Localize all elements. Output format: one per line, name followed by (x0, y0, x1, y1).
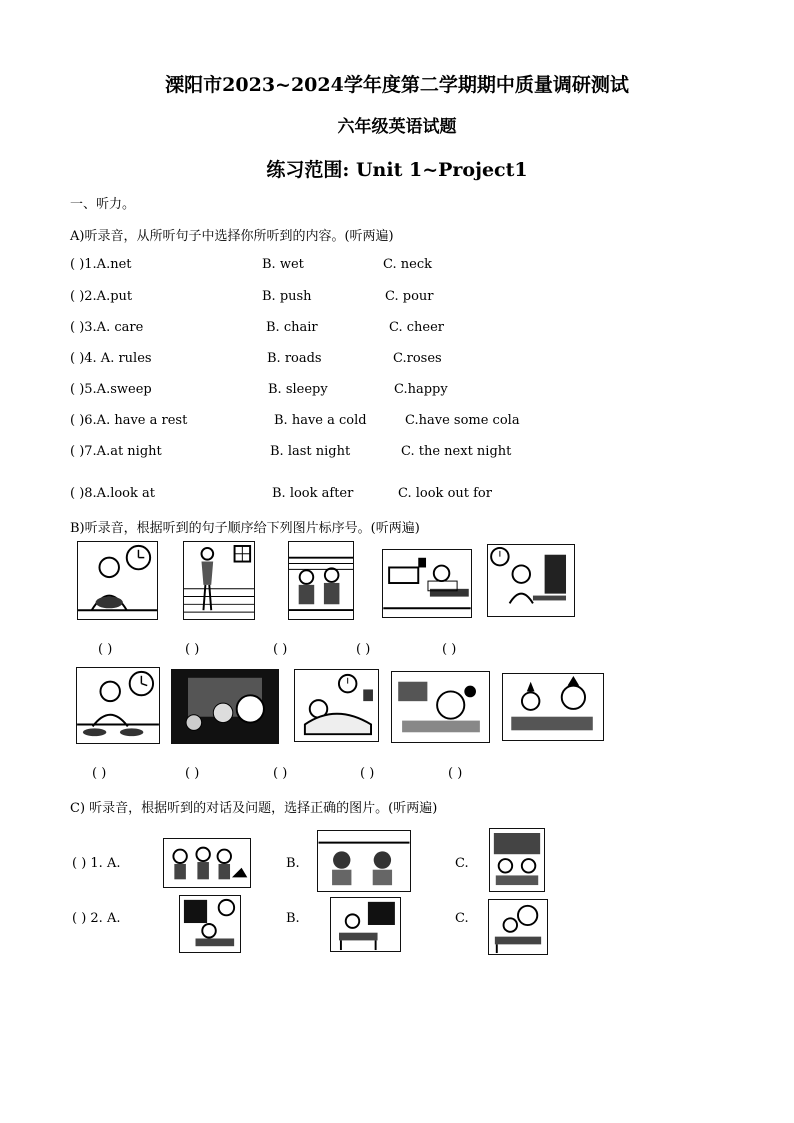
question-7: ( )7.A.at night (70, 444, 162, 459)
picture-c2-b (330, 897, 401, 952)
picture-c1-a (163, 838, 251, 888)
option-c: C.happy (394, 382, 448, 397)
option-b: B. push (262, 289, 312, 304)
picture-girl-stairs (183, 541, 255, 620)
option-b: B. have a cold (274, 413, 367, 428)
answer-blank[interactable]: ( ) (360, 766, 375, 781)
question-8: ( )8.A.look at (70, 486, 155, 501)
picture-c2-a (179, 895, 241, 953)
question-2: ( )2.A.put (70, 289, 133, 304)
picture-c1-c (489, 828, 545, 892)
question-c2: ( ) 2. A. (72, 911, 121, 926)
option-b-label: B. (286, 856, 300, 871)
option-b: B. sleepy (268, 382, 328, 397)
answer-blank[interactable]: ( ) (185, 642, 200, 657)
answer-blank[interactable]: ( ) (448, 766, 463, 781)
option-b: B. wet (262, 257, 304, 272)
section-heading: 一、听力。 (70, 197, 136, 212)
question-5: ( )5.A.sweep (70, 382, 152, 397)
picture-c2-c (488, 899, 548, 955)
part-b-instruction: B)听录音，根据听到的句子顺序给下列图片标序号。(听两遍) (70, 521, 420, 536)
answer-blank[interactable]: ( ) (92, 766, 107, 781)
picture-sleeping-person (294, 669, 379, 742)
answer-blank[interactable]: ( ) (273, 642, 288, 657)
option-c: C. cheer (389, 320, 445, 335)
option-b: B. last night (270, 444, 351, 459)
answer-blank[interactable]: ( ) (185, 766, 200, 781)
option-c: C. pour (385, 289, 434, 304)
picture-boy-desk-room (382, 549, 472, 618)
part-a-instruction: A)听录音，从所听句子中选择你所听到的内容。(听两遍) (70, 229, 394, 244)
question-4: ( )4. A. rules (70, 351, 152, 366)
option-c: C.have some cola (405, 413, 520, 428)
option-b: B. look after (272, 486, 354, 501)
answer-blank[interactable]: ( ) (356, 642, 371, 657)
question-c1: ( ) 1. A. (72, 856, 121, 871)
picture-night-room-pig (171, 669, 279, 744)
picture-fox-reading (502, 673, 604, 741)
picture-man-eating-clock (76, 667, 160, 744)
option-c: C. the next night (401, 444, 512, 459)
question-3: ( )3.A. care (70, 320, 144, 335)
option-c: C.roses (393, 351, 442, 366)
picture-pig-bedroom (391, 671, 490, 743)
picture-boy-computer (487, 544, 575, 617)
question-1: ( )1.A.net (70, 257, 132, 272)
question-6: ( )6.A. have a rest (70, 413, 188, 428)
answer-blank[interactable]: ( ) (442, 642, 457, 657)
exam-subtitle: 六年级英语试题 (337, 117, 457, 137)
answer-blank[interactable]: ( ) (273, 766, 288, 781)
exam-scope: 练习范围: Unit 1~Project1 (266, 159, 528, 181)
option-b: B. chair (266, 320, 318, 335)
option-c-label: C. (455, 856, 469, 871)
option-c-label: C. (455, 911, 469, 926)
picture-c1-b (317, 830, 411, 892)
answer-blank[interactable]: ( ) (98, 642, 113, 657)
exam-title: 溧阳市2023~2024学年度第二学期期中质量调研测试 (165, 74, 629, 96)
picture-boy-eating-clock (77, 541, 158, 620)
option-b: B. roads (267, 351, 322, 366)
option-c: C. neck (383, 257, 432, 272)
option-b-label: B. (286, 911, 300, 926)
option-c: C. look out for (398, 486, 492, 501)
picture-two-kids (288, 541, 354, 620)
part-c-instruction: C) 听录音，根据听到的对话及问题，选择正确的图片。(听两遍) (70, 801, 438, 816)
